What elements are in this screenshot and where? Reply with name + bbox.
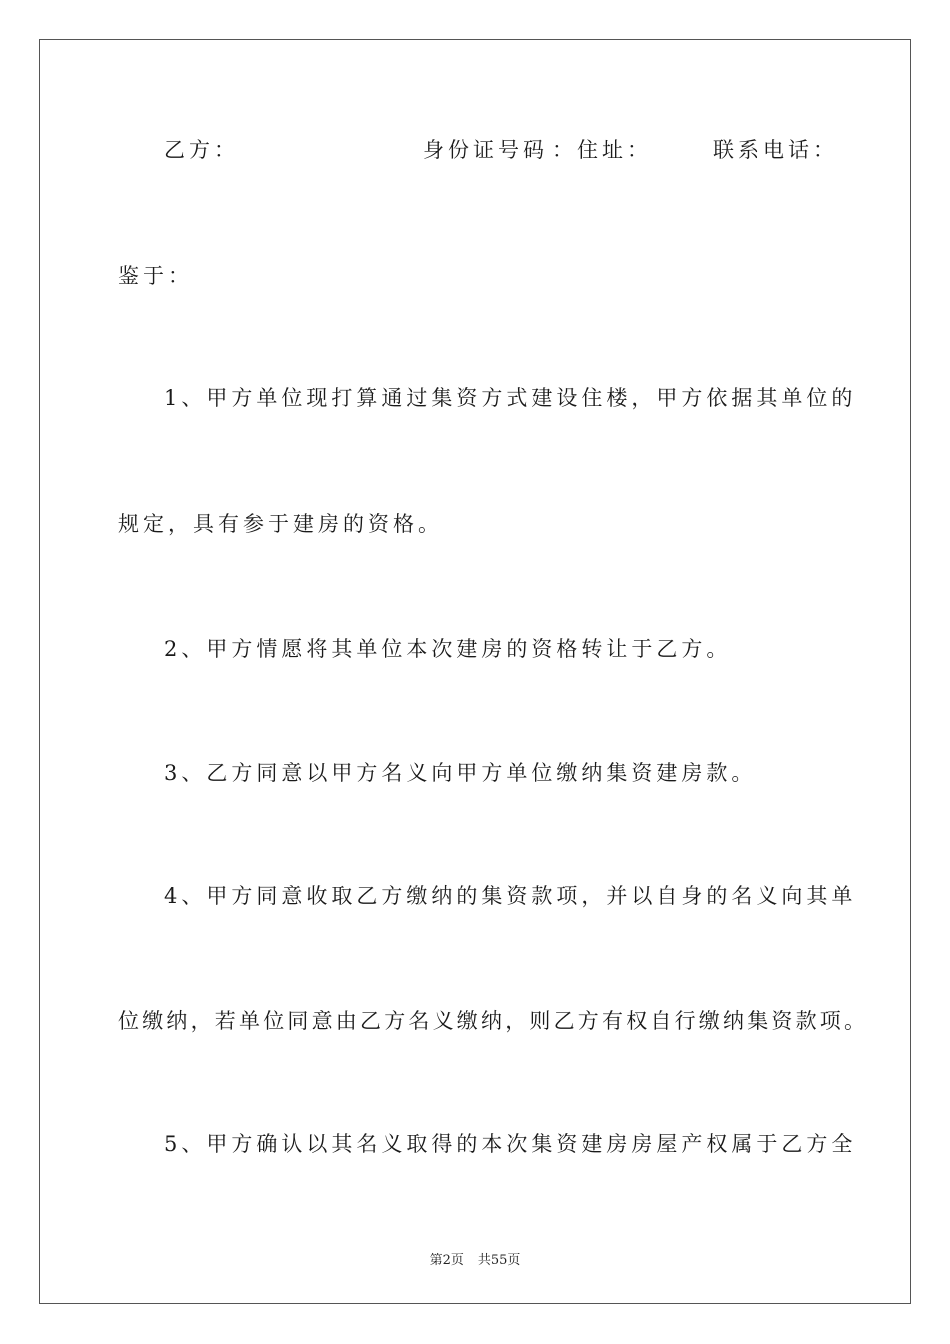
phone-label: 联系电话： bbox=[713, 138, 838, 162]
id-number-label: 身份证号码 bbox=[423, 138, 548, 162]
clause-1-line-1: 1、甲方单位现打算通过集资方式建设住楼，甲方依据其单位的 bbox=[164, 386, 857, 410]
page-number: 第2页 bbox=[429, 1253, 464, 1268]
clause-2: 2、甲方情愿将其单位本次建房的资格转让于乙方。 bbox=[164, 637, 732, 661]
clause-5-line-1: 5、甲方确认以其名义取得的本次集资建房房屋产权属于乙方全 bbox=[164, 1132, 857, 1156]
address-label: ：住址： bbox=[552, 138, 652, 162]
clause-1-line-2: 规定，具有参于建房的资格。 bbox=[118, 512, 443, 536]
page-total: 共55页 bbox=[477, 1253, 521, 1268]
page-border bbox=[39, 39, 911, 1304]
clause-3: 3、乙方同意以甲方名义向甲方单位缴纳集资建房款。 bbox=[164, 761, 757, 785]
page-footer bbox=[0, 1249, 950, 1268]
whereas-heading: 鉴于： bbox=[118, 264, 193, 288]
party-b-line bbox=[0, 140, 950, 164]
clause-4-line-2: 位缴纳，若单位同意由乙方名义缴纳，则乙方有权自行缴纳集资款项。 bbox=[118, 1009, 869, 1033]
clause-4-line-1: 4、甲方同意收取乙方缴纳的集资款项，并以自身的名义向其单 bbox=[164, 884, 857, 908]
party-b-label: 乙方： bbox=[164, 138, 239, 162]
